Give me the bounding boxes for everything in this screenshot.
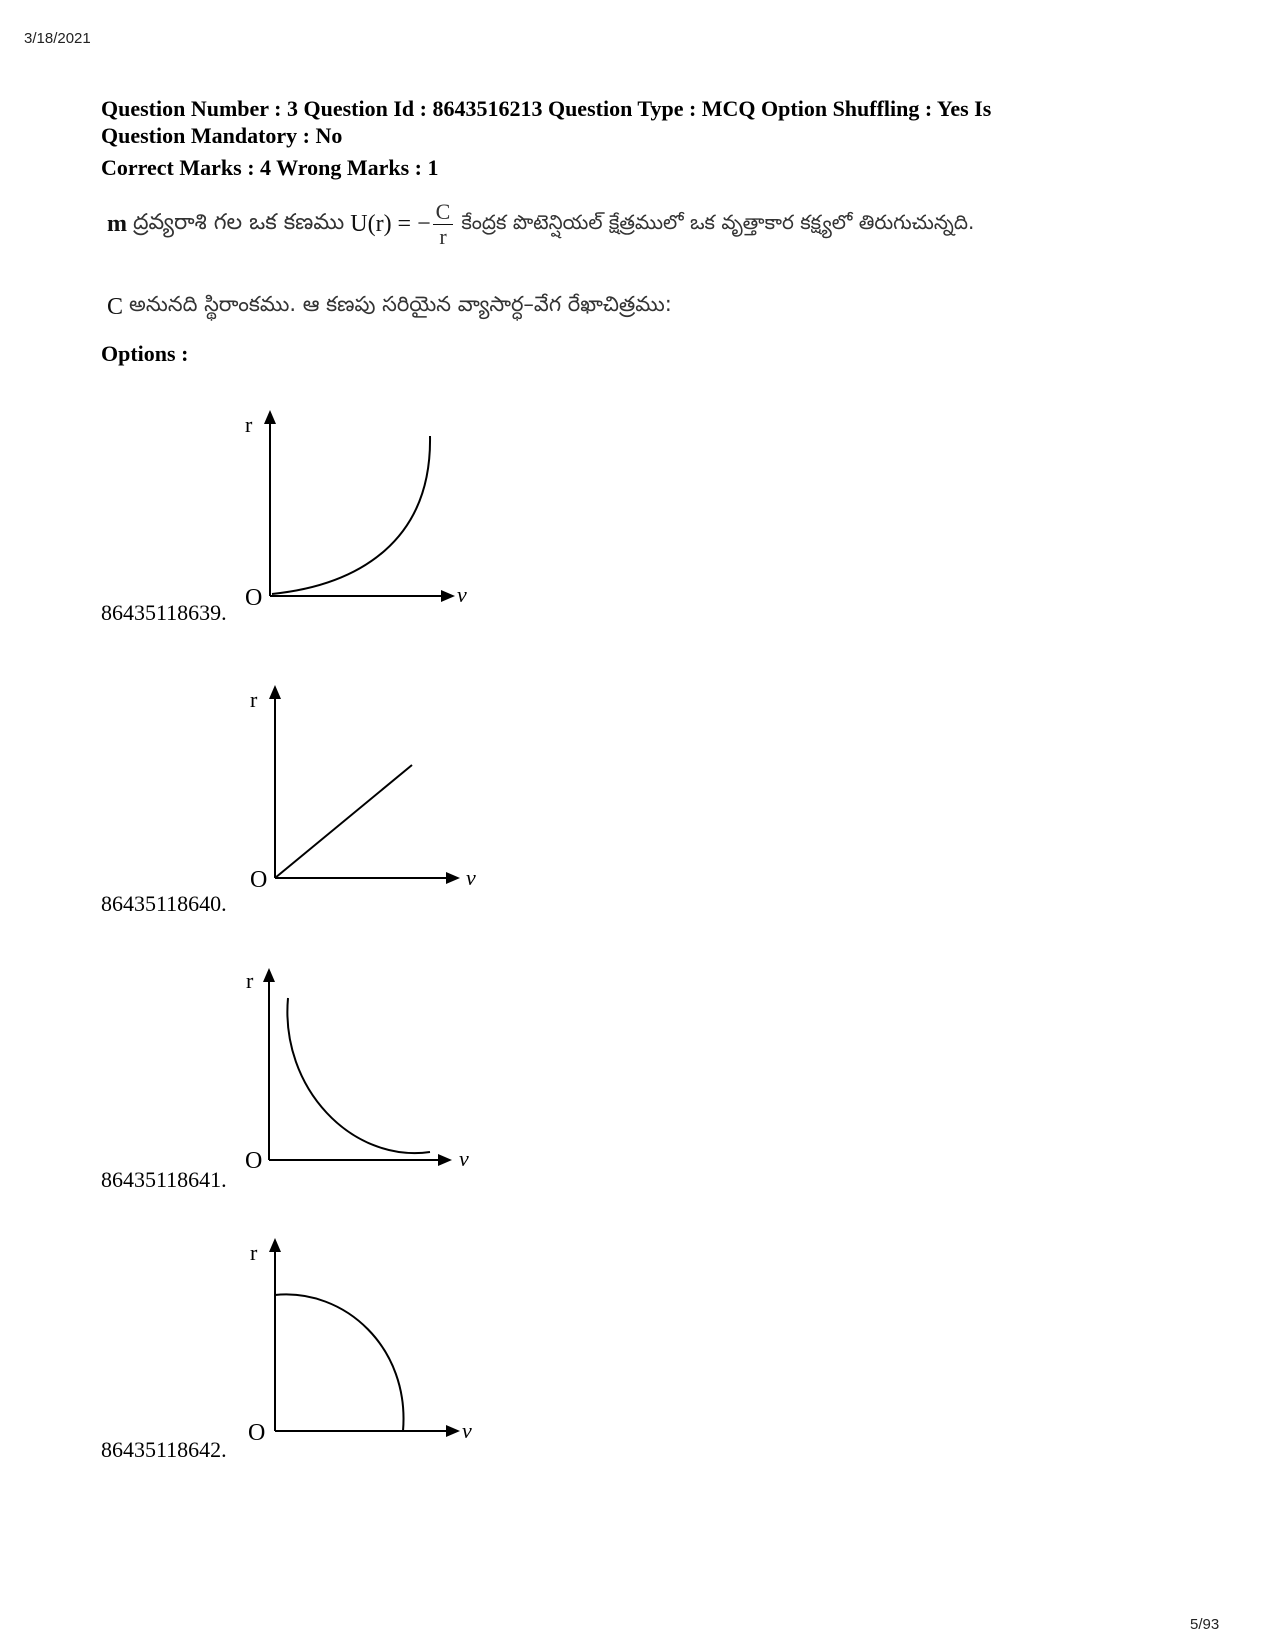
mass-symbol: m — [107, 211, 127, 237]
y-axis-arrow — [269, 1238, 281, 1252]
question-meta-line-1: Question Number : 3 Question Id : 8643516213 Question Type : MCQ Option Shuffling : Yes Is — [101, 96, 992, 121]
origin-label: O — [245, 585, 263, 611]
y-axis-arrow — [263, 968, 275, 982]
y-axis-label: r — [245, 412, 253, 437]
curve — [272, 436, 430, 594]
y-axis-arrow — [264, 410, 276, 424]
formula-lhs: U(r) = − — [350, 211, 431, 237]
formula-denominator: r — [439, 224, 447, 249]
origin-label: O — [248, 1420, 266, 1446]
option-3-graph — [242, 968, 502, 1188]
formula-numerator: C — [433, 200, 454, 225]
option-1-graph — [240, 410, 500, 630]
question-text-rest: అనునది స్థిరాంకము. ఆ కణపు సరియైన వ్యాసార్ధ–వేగ రేఖాచిత్రము: — [129, 292, 672, 316]
option-1-id: 86435118639. — [101, 600, 227, 625]
formula-fraction — [433, 200, 454, 249]
y-axis-label: r — [250, 687, 258, 712]
x-axis-label: v — [466, 865, 476, 890]
print-date: 3/18/2021 — [24, 30, 91, 47]
curve — [275, 765, 412, 878]
options-label: Options : — [101, 341, 189, 366]
curve — [287, 998, 430, 1153]
question-text-line-1 — [107, 200, 974, 249]
question-text-line-2 — [107, 292, 672, 322]
question-text-part-1: ద్రవ్యరాశి గల ఒక కణము — [133, 209, 345, 235]
option-4-graph — [245, 1238, 505, 1458]
option-2-id: 86435118640. — [101, 891, 227, 916]
question-meta-line-2: Question Mandatory : No — [101, 123, 343, 148]
y-axis-arrow — [269, 685, 281, 699]
x-axis-arrow — [438, 1154, 452, 1166]
page-number: 5/93 — [1190, 1616, 1220, 1633]
curve — [275, 1294, 404, 1431]
option-2-graph — [245, 685, 505, 905]
y-axis-label: r — [246, 968, 254, 993]
origin-label: O — [245, 1148, 263, 1174]
question-text-part-2: కేంద్రక పొటెన్షియల్ క్షేత్రములో ఒక వృత్తాకార కక్ష్యలో తిరుగుచున్నది. — [461, 210, 975, 234]
origin-label: O — [250, 867, 268, 893]
constant-symbol: C — [107, 293, 124, 320]
x-axis-arrow — [446, 1425, 460, 1437]
y-axis-label: r — [250, 1240, 258, 1265]
option-3-id: 86435118641. — [101, 1167, 227, 1192]
x-axis-arrow — [446, 872, 460, 884]
option-4-id: 86435118642. — [101, 1437, 227, 1462]
marks-line: Correct Marks : 4 Wrong Marks : 1 — [101, 155, 439, 180]
x-axis-label: v — [459, 1146, 469, 1171]
x-axis-label: v — [462, 1418, 472, 1443]
x-axis-arrow — [441, 590, 455, 602]
x-axis-label: v — [457, 582, 467, 607]
